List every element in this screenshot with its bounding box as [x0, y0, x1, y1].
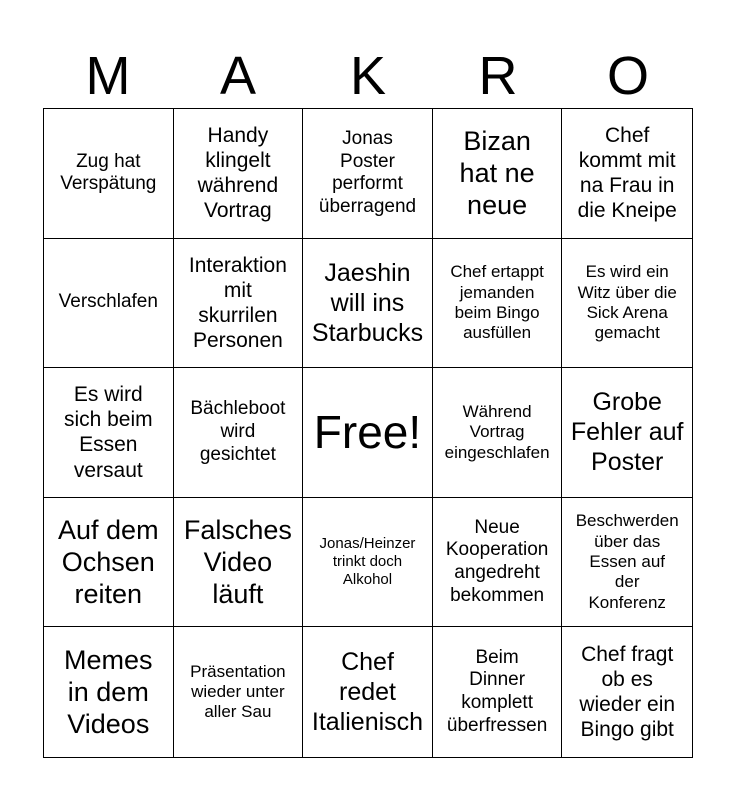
bingo-cell-r1-c4[interactable]: Es wird ein Witz über die Sick Arena gemacht — [562, 239, 692, 369]
bingo-cell-r1-c3[interactable]: Chef ertappt jemanden beim Bingo ausfüllen — [433, 239, 563, 369]
bingo-grid — [43, 108, 693, 758]
bingo-cell-r0-c0[interactable]: Zug hat Verspätung — [44, 109, 174, 239]
header-letter-o: O — [606, 46, 649, 106]
header-letter-m: M — [85, 46, 131, 106]
bingo-cell-r2-c1[interactable]: Bächleboot wird gesichtet — [174, 368, 304, 498]
bingo-cell-r0-c2[interactable]: Jonas Poster performt überragend — [303, 109, 433, 239]
bingo-cell-r4-c1[interactable]: Präsentation wieder unter aller Sau — [174, 627, 304, 757]
bingo-cell-r4-c0[interactable]: Memes in dem Videos — [44, 627, 174, 757]
header-letter-r: R — [478, 46, 518, 106]
header-letter-a: A — [219, 46, 257, 106]
header-letter-k: K — [349, 46, 387, 106]
bingo-cell-r3-c4[interactable]: Beschwerden über das Essen auf der Konferenz — [562, 498, 692, 628]
bingo-cell-r4-c4[interactable]: Chef fragt ob es wieder ein Bingo gibt — [579, 642, 676, 742]
bingo-cell-r3-c1[interactable]: Falsches Video läuft — [174, 498, 304, 628]
bingo-cell-free[interactable]: Free! — [303, 368, 433, 498]
bingo-cell-r0-c3[interactable]: Bizan hat ne neue — [433, 109, 563, 239]
bingo-cell-r3-c3[interactable]: Neue Kooperation angedreht bekommen — [433, 498, 563, 628]
bingo-cell-r4-c2[interactable]: Chef redet Italienisch — [303, 627, 433, 757]
bingo-cell-r1-c1[interactable]: Interaktion mit skurrilen Personen — [174, 239, 304, 369]
bingo-cell-r0-c4[interactable]: Chef kommt mit na Frau in die Kneipe — [562, 109, 692, 239]
bingo-cell-r4-c3[interactable]: Beim Dinner komplett überfressen — [433, 627, 563, 757]
bingo-cell-r2-c0[interactable]: Es wird sich beim Essen versaut — [44, 368, 174, 498]
bingo-header — [43, 44, 693, 108]
bingo-cell-r1-c2[interactable]: Jaeshin will ins Starbucks — [303, 239, 433, 369]
bingo-cell-r2-c4[interactable]: Grobe Fehler auf Poster — [562, 368, 692, 498]
bingo-cell-r1-c0[interactable]: Verschlafen — [44, 239, 174, 369]
bingo-cell-r3-c2[interactable]: Jonas/Heinzer trinkt doch Alkohol — [303, 498, 433, 628]
bingo-cell-r0-c1[interactable]: Handy klingelt während Vortrag — [174, 109, 304, 239]
bingo-cell-r3-c0[interactable]: Auf dem Ochsen reiten — [44, 498, 174, 628]
bingo-cell-r2-c3[interactable]: Während Vortrag eingeschlafen — [433, 368, 563, 498]
